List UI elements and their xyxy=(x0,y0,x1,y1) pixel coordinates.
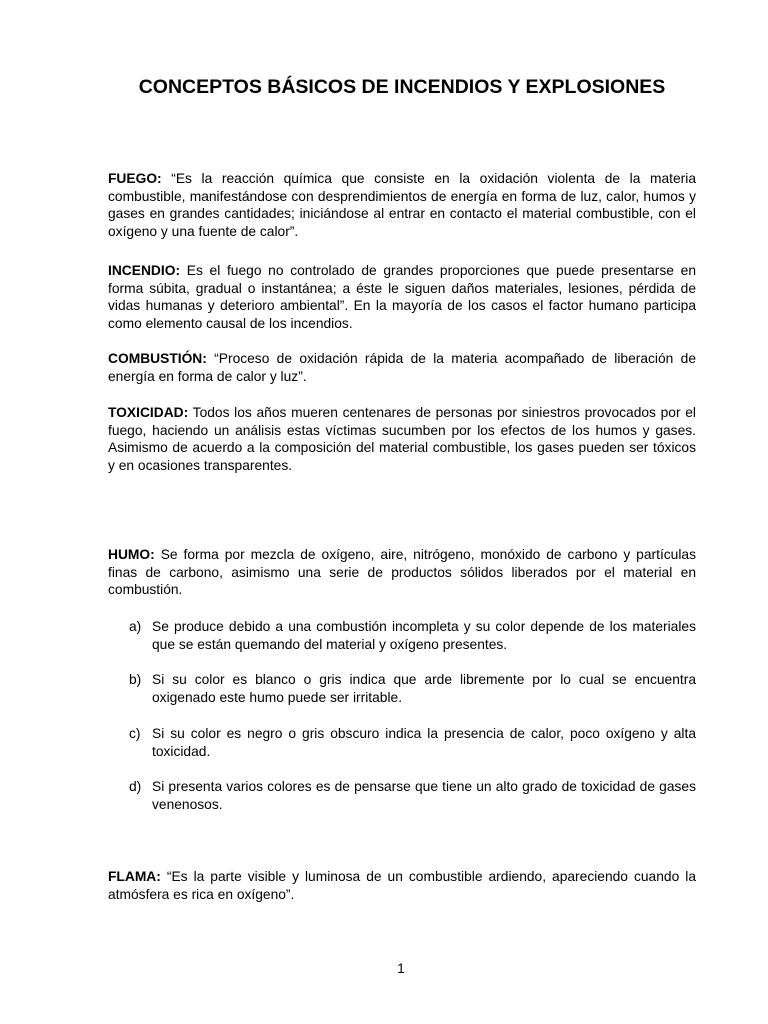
definition-text: “Es la parte visible y luminosa de un combustible ardiendo, apareciendo cuando la atmósfera es rica en oxígeno”. xyxy=(108,869,696,902)
list-marker: d) xyxy=(129,779,142,794)
list-item-text: Si su color es blanco o gris indica que arde libremente por lo cual se encuentra oxigenado este humo puede ser irritable. xyxy=(152,672,696,705)
definition-text: “Es la reacción química que consiste en la oxidación violenta de la materia combustible, manifestándose con desprendimientos de energía en forma de luz, calor, humos y gases en grandes cantidades; iniciándose al entrar en contacto el material combustible, con el oxígeno y una fuente de calor”. xyxy=(108,171,696,239)
page-number: 1 xyxy=(397,961,405,976)
definition-text: Todos los años mueren centenares de personas por siniestros provocados por el fuego, haciendo un análisis estas víctimas sucumben por los efectos de los humos y gases. Asimismo de acuerdo a la composición del material combustible, los gases pueden ser tóxicos y en ocasiones transparentes. xyxy=(108,405,696,473)
definition-text: Se forma por mezcla de oxígeno, aire, nitrógeno, monóxido de carbono y partículas finas de carbono, asimismo una serie de productos sólidos liberados por el material en combustión. xyxy=(108,547,696,598)
document-title: CONCEPTOS BÁSICOS DE INCENDIOS Y EXPLOSIONES xyxy=(138,76,666,98)
definition-term: TOXICIDAD: xyxy=(108,405,189,420)
list-item-text: Si presenta varios colores es de pensarse que tiene un alto grado de toxicidad de gases venenosos. xyxy=(152,779,696,812)
list-item-c xyxy=(129,725,696,760)
list-marker: c) xyxy=(129,726,141,741)
definition-term: INCENDIO: xyxy=(108,263,181,278)
list-item-text: Si su color es negro o gris obscuro indica la presencia de calor, poco oxígeno y alta toxicidad. xyxy=(152,726,696,759)
definition-term: FLAMA: xyxy=(108,869,161,884)
definition-incendio xyxy=(108,262,696,332)
definition-term: HUMO: xyxy=(108,547,155,562)
definition-humo xyxy=(108,546,696,599)
definition-text: “Proceso de oxidación rápida de la materia acompañado de liberación de energía en forma de calor y luz”. xyxy=(108,351,696,384)
definition-term: COMBUSTIÓN: xyxy=(108,351,207,366)
definition-fuego xyxy=(108,170,696,240)
list-item-d xyxy=(129,778,696,813)
definition-combustion xyxy=(108,350,696,385)
list-item-text: Se produce debido a una combustión incompleta y su color depende de los materiales que se están quemando del material y oxígeno presentes. xyxy=(152,619,696,652)
definition-toxicidad xyxy=(108,404,696,474)
list-marker: b) xyxy=(129,672,142,687)
list-marker: a) xyxy=(129,619,142,634)
list-item-b xyxy=(129,671,696,706)
definition-term: FUEGO: xyxy=(108,171,162,186)
definition-flama xyxy=(108,868,696,903)
definition-text: Es el fuego no controlado de grandes proporciones que puede presentarse en forma súbita, gradual o instantánea; a éste le siguen daños materiales, lesiones, pérdida de vidas humanas y deterioro ambiental”. En la mayoría de los casos el factor humano participa como elemento causal de los incendios. xyxy=(108,263,696,331)
list-item-a xyxy=(129,618,696,653)
